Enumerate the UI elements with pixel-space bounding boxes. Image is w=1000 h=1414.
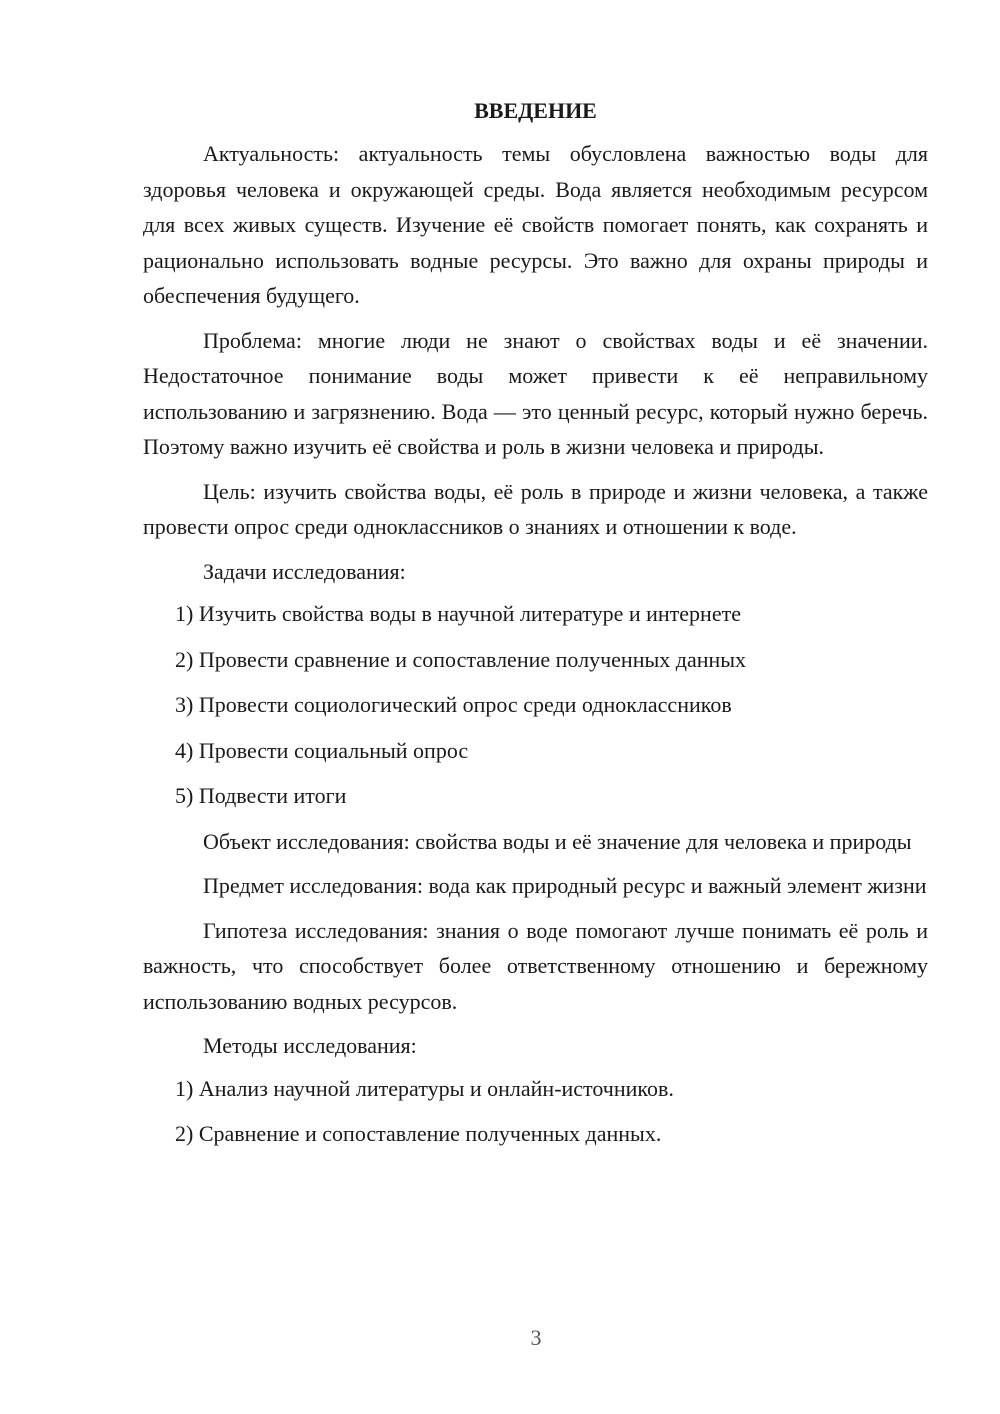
problem-paragraph: Проблема: многие люди не знают о свойствах воды и её значении. Недостаточное понимание воды может привести к её неправильному использованию и загрязнению. Вода — это ценный ресурс, который нужно беречь. Поэтому важно изучить её свойства и роль в жизни человека и природы.: [143, 327, 928, 459]
task-item-4: 4) Провести социальный опрос: [175, 737, 469, 763]
task-item-3: 3) Провести социологический опрос среди одноклассников: [175, 692, 732, 717]
subject-paragraph: Предмет исследования: вода как природный ресурс и важный элемент жизни: [203, 873, 927, 898]
task-item-5: 5) Подвести итоги: [175, 783, 347, 808]
methods-heading: Методы исследования:: [203, 1033, 417, 1058]
relevance-paragraph: Актуальность: актуальность темы обусловлена важностью воды для здоровья человека и окружающей среды. Вода является необходимым ресурсом для всех живых существ. Изучение её свойств помогает понять, как сохранять и рационально использовать водные ресурсы. Это важно для охраны природы и обеспечения будущего.: [143, 141, 928, 308]
page-number: 3: [530, 1325, 542, 1350]
task-item-1: 1) Изучить свойства воды в научной литературе и интернете: [175, 601, 741, 626]
object-paragraph: Объект исследования: свойства воды и её значение для человека и природы: [203, 828, 912, 854]
method-item-1: 1) Анализ научной литературы и онлайн-источников.: [175, 1075, 674, 1101]
goal-paragraph: Цель: изучить свойства воды, её роль в природе и жизни человека, а также провести опрос среди одноклассников о знаниях и отношении к воде.: [143, 478, 928, 539]
page-title: ВВЕДЕНИЕ: [474, 98, 597, 123]
hypothesis-paragraph: Гипотеза исследования: знания о воде помогают лучше понимать её роль и важность, что способствует более ответственному отношению и бережному использованию водных ресурсов.: [143, 917, 928, 1014]
tasks-heading: Задачи исследования:: [203, 558, 406, 584]
page-content: [143, 96, 928, 1162]
method-item-2: 2) Сравнение и сопоставление полученных данных.: [175, 1121, 662, 1146]
task-item-2: 2) Провести сравнение и сопоставление полученных данных: [175, 646, 747, 672]
